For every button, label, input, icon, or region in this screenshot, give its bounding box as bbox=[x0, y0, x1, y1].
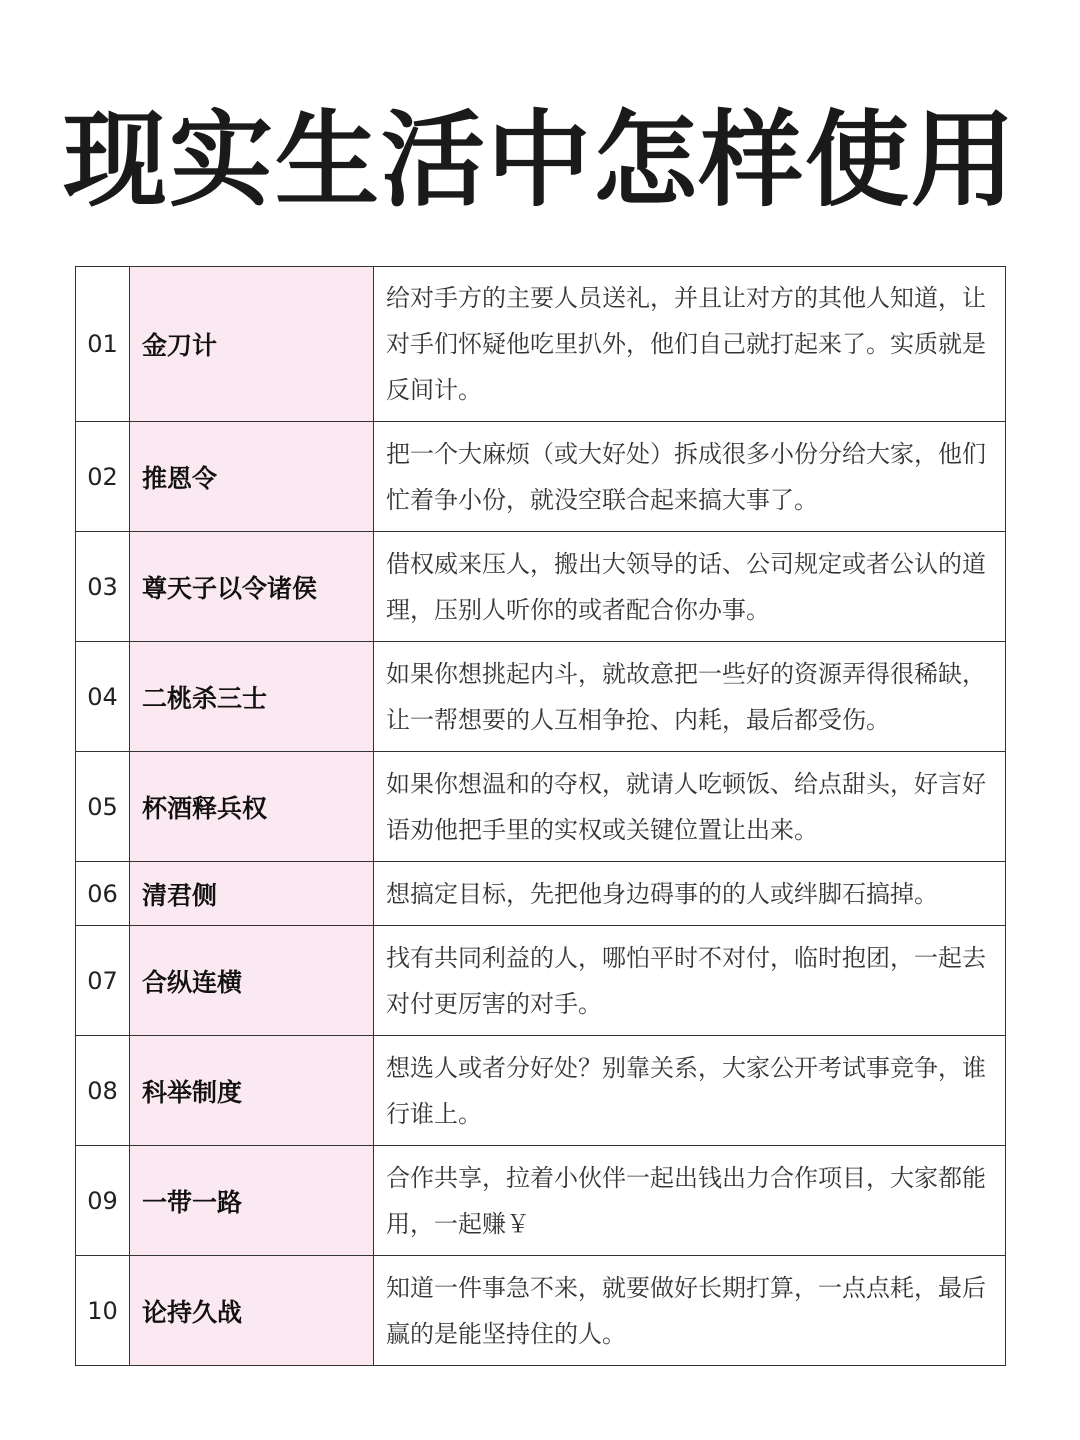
strategy-name: 论持久战 bbox=[130, 1256, 374, 1366]
table-row bbox=[76, 1036, 1006, 1146]
strategy-description: 想搞定目标，先把他身边碍事的的人或绊脚石搞掉。 bbox=[374, 862, 1006, 926]
strategy-description: 把一个大麻烦（或大好处）拆成很多小份分给大家，他们忙着争小份，就没空联合起来搞大事了。 bbox=[374, 422, 1006, 532]
strategy-name: 一带一路 bbox=[130, 1146, 374, 1256]
strategy-description: 给对手方的主要人员送礼，并且让对方的其他人知道，让对手们怀疑他吃里扒外，他们自己就打起来了。实质就是反间计。 bbox=[374, 267, 1006, 422]
row-number: 10 bbox=[76, 1256, 130, 1366]
table-row bbox=[76, 642, 1006, 752]
strategy-description: 如果你想温和的夺权，就请人吃顿饭、给点甜头，好言好语劝他把手里的实权或关键位置让出来。 bbox=[374, 752, 1006, 862]
row-number: 03 bbox=[76, 532, 130, 642]
strategy-description: 找有共同利益的人，哪怕平时不对付，临时抱团，一起去对付更厉害的对手。 bbox=[374, 926, 1006, 1036]
strategy-description: 知道一件事急不来，就要做好长期打算，一点点耗，最后赢的是能坚持住的人。 bbox=[374, 1256, 1006, 1366]
table-row bbox=[76, 422, 1006, 532]
strategy-description: 借权威来压人，搬出大领导的话、公司规定或者公认的道理，压别人听你的或者配合你办事。 bbox=[374, 532, 1006, 642]
row-number: 09 bbox=[76, 1146, 130, 1256]
table-row bbox=[76, 1146, 1006, 1256]
strategy-name: 尊天子以令诸侯 bbox=[130, 532, 374, 642]
strategy-name: 二桃杀三士 bbox=[130, 642, 374, 752]
table-row bbox=[76, 752, 1006, 862]
row-number: 05 bbox=[76, 752, 130, 862]
strategy-name: 科举制度 bbox=[130, 1036, 374, 1146]
page-title: 现实生活中怎样使用 bbox=[62, 99, 1017, 221]
row-number: 06 bbox=[76, 862, 130, 926]
strategy-description: 如果你想挑起内斗，就故意把一些好的资源弄得很稀缺，让一帮想要的人互相争抢、内耗，最后都受伤。 bbox=[374, 642, 1006, 752]
row-number: 02 bbox=[76, 422, 130, 532]
strategy-name: 合纵连横 bbox=[130, 926, 374, 1036]
row-number: 08 bbox=[76, 1036, 130, 1146]
table-row bbox=[76, 267, 1006, 422]
table-row bbox=[76, 862, 1006, 926]
table-row bbox=[76, 926, 1006, 1036]
table-row bbox=[76, 1256, 1006, 1366]
strategy-description: 合作共享，拉着小伙伴一起出钱出力合作项目，大家都能用，一起赚￥ bbox=[374, 1146, 1006, 1256]
row-number: 07 bbox=[76, 926, 130, 1036]
row-number: 04 bbox=[76, 642, 130, 752]
strategy-name: 清君侧 bbox=[130, 862, 374, 926]
strategy-name: 杯酒释兵权 bbox=[130, 752, 374, 862]
row-number: 01 bbox=[76, 267, 130, 422]
strategy-table bbox=[75, 266, 1006, 1366]
strategy-description: 想选人或者分好处？别靠关系，大家公开考试事竞争，谁行谁上。 bbox=[374, 1036, 1006, 1146]
table-row bbox=[76, 532, 1006, 642]
strategy-name: 推恩令 bbox=[130, 422, 374, 532]
strategy-name: 金刀计 bbox=[130, 267, 374, 422]
